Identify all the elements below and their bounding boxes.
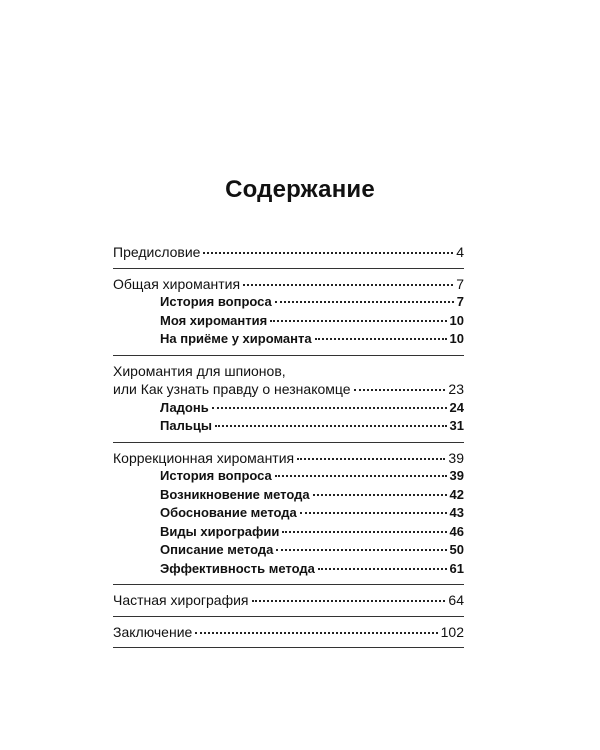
toc-subentry — [113, 541, 464, 560]
dot-leader — [275, 301, 454, 303]
toc-subentry-page: 50 — [449, 542, 464, 557]
toc-subentry-label: История вопроса — [160, 294, 272, 309]
toc-subentry — [113, 523, 464, 542]
dot-leader — [275, 475, 447, 477]
toc-subentry — [113, 467, 464, 486]
toc-entry-page: 23 — [448, 381, 464, 397]
toc-entry-page: 7 — [456, 275, 464, 292]
dot-leader — [297, 458, 445, 460]
toc-subentry-label: Виды хирографии — [160, 523, 280, 539]
toc-entry-label: Общая хиромантия — [113, 275, 241, 292]
toc-section-corrective — [113, 449, 464, 579]
toc-subentry-page: 39 — [449, 468, 464, 483]
section-divider — [113, 268, 464, 269]
toc-entry-page: 102 — [440, 623, 464, 640]
toc-entry — [113, 449, 464, 468]
dot-leader — [252, 600, 446, 602]
toc-entry — [113, 623, 464, 642]
toc-entry-label: Частная хирография — [113, 592, 249, 608]
toc-entry-label: или Как узнать правду о незнакомце — [113, 381, 351, 397]
toc-entry-page: 39 — [448, 449, 464, 466]
section-divider — [113, 647, 464, 648]
toc-subentry-page: 43 — [449, 505, 464, 520]
toc-subentry — [113, 330, 464, 349]
toc-subentry-label: История вопроса — [160, 468, 272, 483]
table-of-contents — [113, 243, 464, 654]
section-divider — [113, 616, 464, 617]
toc-entry — [113, 243, 464, 262]
toc-subentry-page: 46 — [449, 523, 464, 539]
toc-subentry — [113, 504, 464, 523]
section-divider — [113, 355, 464, 356]
toc-entry-label-line1: Хиромантия для шпионов, — [113, 362, 286, 379]
toc-subentry — [113, 417, 464, 436]
toc-section-private — [113, 591, 464, 610]
toc-subentry-label: Обоснование метода — [160, 505, 297, 520]
dot-leader — [212, 407, 447, 409]
toc-subentry-page: 10 — [449, 331, 464, 346]
toc-subentry-page: 7 — [456, 294, 464, 309]
toc-subentry-page: 61 — [449, 560, 464, 576]
section-divider — [113, 584, 464, 585]
toc-subentry-label: Ладонь — [160, 399, 209, 415]
toc-subentry-page: 42 — [449, 486, 464, 502]
dot-leader — [313, 494, 447, 496]
toc-subentry-label: Пальцы — [160, 418, 212, 433]
toc-section-general — [113, 275, 464, 349]
dot-leader — [276, 549, 446, 551]
toc-entry — [113, 380, 464, 399]
dot-leader — [270, 320, 446, 322]
dot-leader — [315, 338, 447, 340]
dot-leader — [243, 284, 453, 286]
toc-entry-label: Предисловие — [113, 244, 201, 260]
toc-entry-label: Коррекционная хиромантия — [113, 449, 295, 466]
dot-leader — [300, 512, 447, 514]
toc-section-conclusion — [113, 623, 464, 642]
toc-section-preface — [113, 243, 464, 262]
toc-entry-label: Заключение — [113, 623, 193, 640]
toc-subentry-page: 10 — [449, 312, 464, 328]
toc-subentry — [113, 399, 464, 418]
dot-leader — [282, 531, 446, 533]
toc-section-spies — [113, 362, 464, 436]
toc-subentry-label: Описание метода — [160, 542, 274, 557]
dot-leader — [203, 252, 453, 254]
toc-subentry — [113, 486, 464, 505]
toc-subentry — [113, 312, 464, 331]
toc-entry-page: 64 — [448, 592, 464, 608]
toc-subentry-label: На приёме у хироманта — [160, 331, 312, 346]
dot-leader — [215, 425, 447, 427]
toc-subentry — [113, 293, 464, 312]
toc-subentry-label: Возникновение метода — [160, 486, 310, 502]
toc-subentry-page: 31 — [449, 418, 464, 433]
toc-subentry-page: 24 — [449, 399, 464, 415]
section-divider — [113, 442, 464, 443]
toc-subentry-label: Эффективность метода — [160, 560, 315, 576]
toc-entry-page: 4 — [456, 244, 464, 260]
toc-entry — [113, 275, 464, 294]
toc-subentry-label: Моя хиромантия — [160, 312, 268, 328]
dot-leader — [354, 389, 446, 391]
toc-entry — [113, 591, 464, 610]
dot-leader — [195, 632, 437, 634]
toc-subentry — [113, 560, 464, 579]
dot-leader — [318, 568, 447, 570]
page-title: Содержание — [225, 176, 375, 203]
